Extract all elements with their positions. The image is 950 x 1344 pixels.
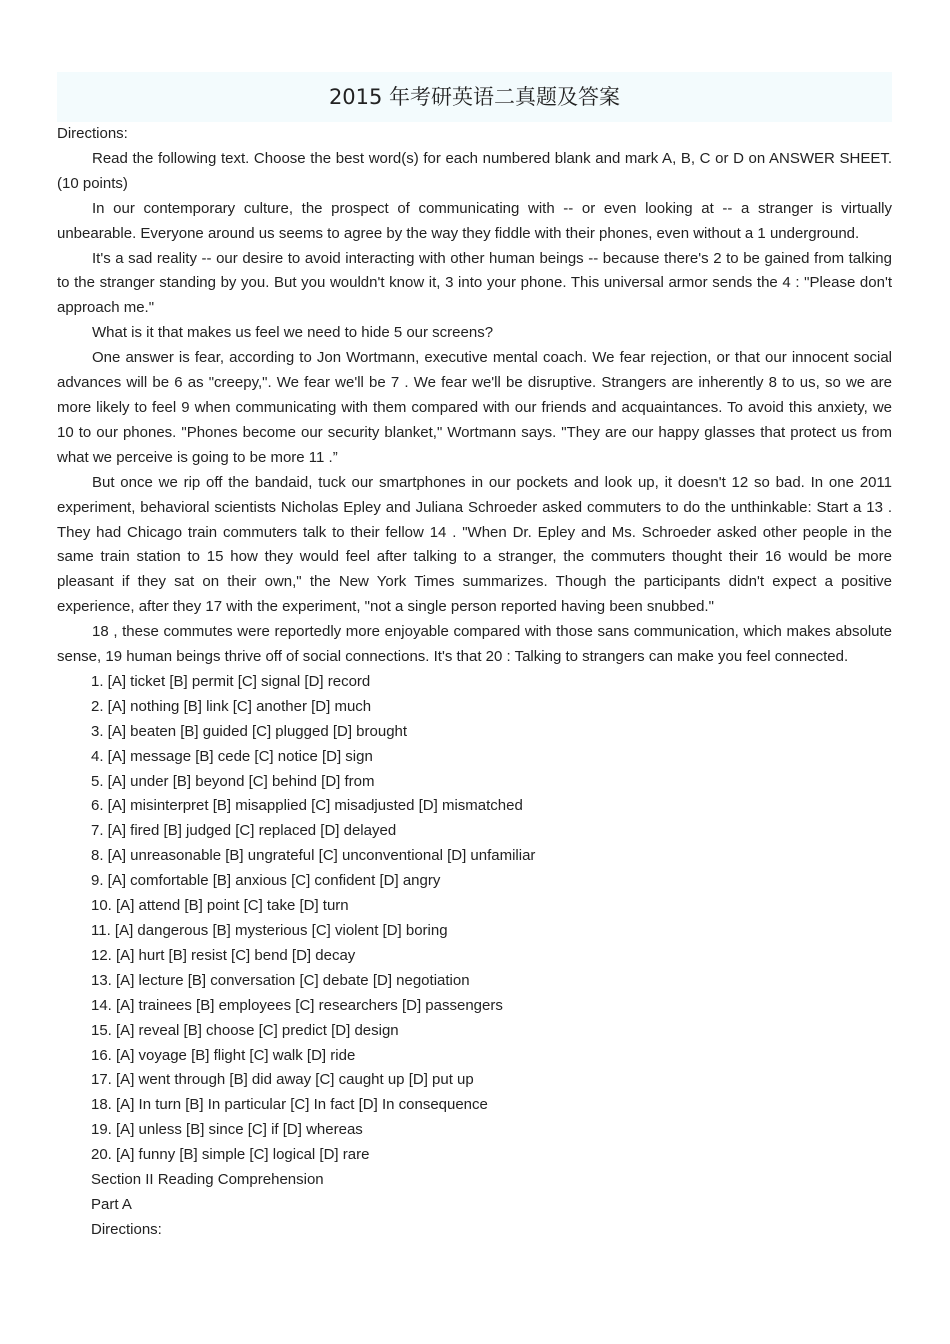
option-line-10: 10. [A] attend [B] point [C] take [D] turn (91, 897, 349, 915)
paragraph-3: What is it that makes us feel we need to hide 5 our screens? (92, 324, 494, 342)
option-line-20: 20. [A] funny [B] simple [C] logical [D] rare (91, 1146, 370, 1164)
option-line-18: 18. [A] In turn [B] In particular [C] In fact [D] In consequence (91, 1096, 488, 1114)
option-line-11: 11. [A] dangerous [B] mysterious [C] violent [D] boring (91, 922, 448, 939)
option-line-9: 9. [A] comfortable [B] anxious [C] confident [D] angry (91, 872, 441, 890)
option-line-6: 6. [A] misinterpret [B] misapplied [C] misadjusted [D] mismatched (91, 797, 523, 815)
directions-label: Directions: (57, 125, 128, 142)
document-title: 2015 年考研英语二真题及答案 (57, 72, 892, 122)
option-line-13: 13. [A] lecture [B] conversation [C] debate [D] negotiation (91, 971, 470, 989)
option-line-3: 3. [A] beaten [B] guided [C] plugged [D] brought (91, 722, 408, 740)
directions-label-2: Directions: (91, 1220, 162, 1238)
option-line-17: 17. [A] went through [B] did away [C] caught up [D] put up (91, 1071, 474, 1089)
document-page (57, 72, 892, 1243)
option-line-15: 15. [A] reveal [B] choose [C] predict [D] design (91, 1021, 399, 1039)
paragraph-4: One answer is fear, according to Jon Wortmann, executive mental coach. We fear rejection, or that our innocent social advances will be 6 as "creepy,". We fear we'll be 7 . We fear we'll be disruptive. Strangers are inherently 8 to us, so we are more likely to feel 9 when communicating with them compared with our friends and acquaintances. To avoid this anxiety, we 10 to our phones. "Phones become our security blanket," Wortmann says. "They are our happy glasses that protect us from what we perceive is going to be more 11 .” (57, 349, 892, 466)
paragraph-1: In our contemporary culture, the prospect of communicating with -- or even looking at -- a stranger is virtually unbearable. Everyone around us seems to agree by the way they fiddle with their phones, even without a 1 underground. (57, 199, 892, 242)
option-line-2: 2. [A] nothing [B] link [C] another [D] much (91, 697, 372, 715)
option-line-8: 8. [A] unreasonable [B] ungrateful [C] unconventional [D] unfamiliar (91, 847, 536, 865)
part-heading: Part A (91, 1195, 132, 1213)
option-line-4: 4. [A] message [B] cede [C] notice [D] sign (91, 747, 373, 765)
option-line-16: 16. [A] voyage [B] flight [C] walk [D] ride (91, 1046, 356, 1064)
section-heading: Section II Reading Comprehension (91, 1171, 324, 1189)
paragraph-6: 18 , these commutes were reportedly more enjoyable compared with those sans communication, which makes absolute sense, 19 human beings thrive off of social connections. It's that 20 : Talking to strangers can make you feel connected. (57, 623, 892, 666)
option-line-14: 14. [A] trainees [B] employees [C] researchers [D] passengers (91, 996, 503, 1014)
option-line-19: 19. [A] unless [B] since [C] if [D] whereas (91, 1121, 363, 1139)
paragraph-2: It's a sad reality -- our desire to avoid interacting with other human beings -- because there's 2 to be gained from talking to the stranger standing by you. But you wouldn't know it, 3 into your phone. This universal armor sends the 4 : "Please don't approach me." (57, 249, 892, 317)
paragraph-instructions: Read the following text. Choose the best word(s) for each numbered blank and mark A, B, C or D on ANSWER SHEET. (10 points) (57, 149, 892, 192)
option-line-5: 5. [A] under [B] beyond [C] behind [D] from (91, 772, 375, 790)
paragraph-5: But once we rip off the bandaid, tuck our smartphones in our pockets and look up, it doesn't 12 so bad. In one 2011 experiment, behavioral scientists Nicholas Epley and Juliana Schroeder asked commuters to do the unthinkable: Start a 13 . They had Chicago train commuters talk to their fellow 14 . "When Dr. Epley and Ms. Schroeder asked other people in the same train station to 15 how they would feel after talking to a stranger, the commuters thought their 16 would be more pleasant if they sat on their own," the New York Times summarizes. Though the participants didn't expect a positive experience, after they 17 with the experiment, "not a single person reported having been snubbed." (57, 473, 892, 616)
option-line-1: 1. [A] ticket [B] permit [C] signal [D] record (91, 672, 371, 690)
option-line-12: 12. [A] hurt [B] resist [C] bend [D] decay (91, 946, 356, 964)
option-line-7: 7. [A] fired [B] judged [C] replaced [D] delayed (91, 822, 397, 840)
